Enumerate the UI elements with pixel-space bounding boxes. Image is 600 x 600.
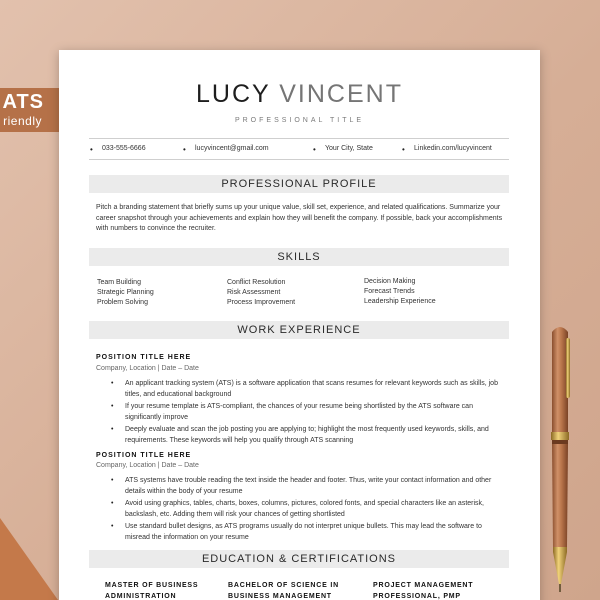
contact-phone [90,145,146,154]
first-name: LUCY [196,80,271,108]
education-line: BACHELOR OF SCIENCE IN [228,582,339,589]
skill-item: Conflict Resolution [227,279,286,286]
professional-title: PROFESSIONAL TITLE [234,117,365,124]
education-line: ADMINISTRATION [105,593,177,600]
bullet-icon: • [313,145,316,154]
education-line: PROFESSIONAL, PMP [373,593,461,600]
skill-item: Risk Assessment [227,289,281,296]
last-name: VINCENT [279,80,403,108]
location-text: Your City, State [325,145,373,152]
skills-column-3 [364,277,436,307]
list-item: • If your resume template is ATS-compliant, the chances of your resume being shortlisted by the ATS software can significantly improve [111,402,506,423]
job-bullets [111,379,506,448]
contact-email [183,145,269,154]
list-item: • Deeply evaluate and scan the job posting you are applying to; highlight the most frequently used keywords, skills, and requirements. These keywords will help you qualify through ATS scanning [111,425,506,446]
education-item [228,580,348,600]
skill-item: Decision Making [364,278,416,285]
skills-column-2 [227,278,295,308]
list-item: • An applicant tracking system (ATS) is a software application that scans resumes for relevant keywords such as skills, job titles, and educational background [111,379,506,400]
bullet-icon: • [402,145,405,154]
job-title: POSITION TITLE HERE [96,354,192,361]
candidate-name [59,80,540,109]
bullet-icon: • [183,145,186,154]
education-line: BUSINESS MANAGEMENT [228,593,332,600]
job-subtitle: Company, Location | Date – Date [96,462,199,469]
skill-item: Problem Solving [97,299,148,306]
linkedin-text: Linkedin.com/lucyvincent [414,145,492,152]
profile-text: Pitch a branding statement that briefly sums up your unique value, skill set, experience, and related qualifications. Summarize your career snapshot through your achievements and explain how they will benefit the company. If possible, back your accomplishments with numbers to convince the recruiter. [96,204,503,232]
section-header-experience: WORK EXPERIENCE [89,321,509,339]
section-header-profile: PROFESSIONAL PROFILE [89,175,509,193]
email-text: lucyvincent@gmail.com [195,145,269,152]
phone-text: 033-555-6666 [102,145,146,152]
job-title: POSITION TITLE HERE [96,452,192,459]
resume-page [59,50,540,600]
skill-item: Team Building [97,279,141,286]
contact-bar [89,138,509,160]
skill-item: Process Improvement [227,299,296,306]
job-subtitle: Company, Location | Date – Date [96,365,199,372]
list-item: • ATS systems have trouble reading the text inside the header and footer. Thus, write your contact information and other details within the body of your resume [111,476,506,497]
education-item [105,580,225,600]
list-item: • Use standard bullet designs, as ATS programs usually do not interpret unique bullets. This may lead the software to misread the information on your resume [111,522,506,543]
contact-location [313,145,373,154]
skill-item: Strategic Planning [97,289,154,296]
ats-friendly-badge [0,88,62,132]
education-item [373,580,493,600]
skill-item: Forecast Trends [364,288,415,295]
skills-column-1 [97,278,154,308]
badge-subtitle: riendly [3,114,42,128]
pen-illustration [540,322,590,597]
contact-linkedin [402,145,492,154]
job-bullets [111,476,506,545]
pen-icon [540,322,590,597]
education-line: MASTER OF BUSINESS [105,582,199,589]
bullet-icon: • [90,145,93,154]
section-header-education: EDUCATION & CERTIFICATIONS [89,550,509,568]
section-header-skills: SKILLS [89,248,509,266]
badge-title: ATS [2,91,44,113]
list-item: • Avoid using graphics, tables, charts, boxes, columns, pictures, colored fonts, and special characters like an asterisk, backslash, etc. Adding them will risk your chances of getting shortlisted [111,499,506,520]
skill-item: Leadership Experience [364,298,436,305]
education-line: PROJECT MANAGEMENT [373,582,474,589]
